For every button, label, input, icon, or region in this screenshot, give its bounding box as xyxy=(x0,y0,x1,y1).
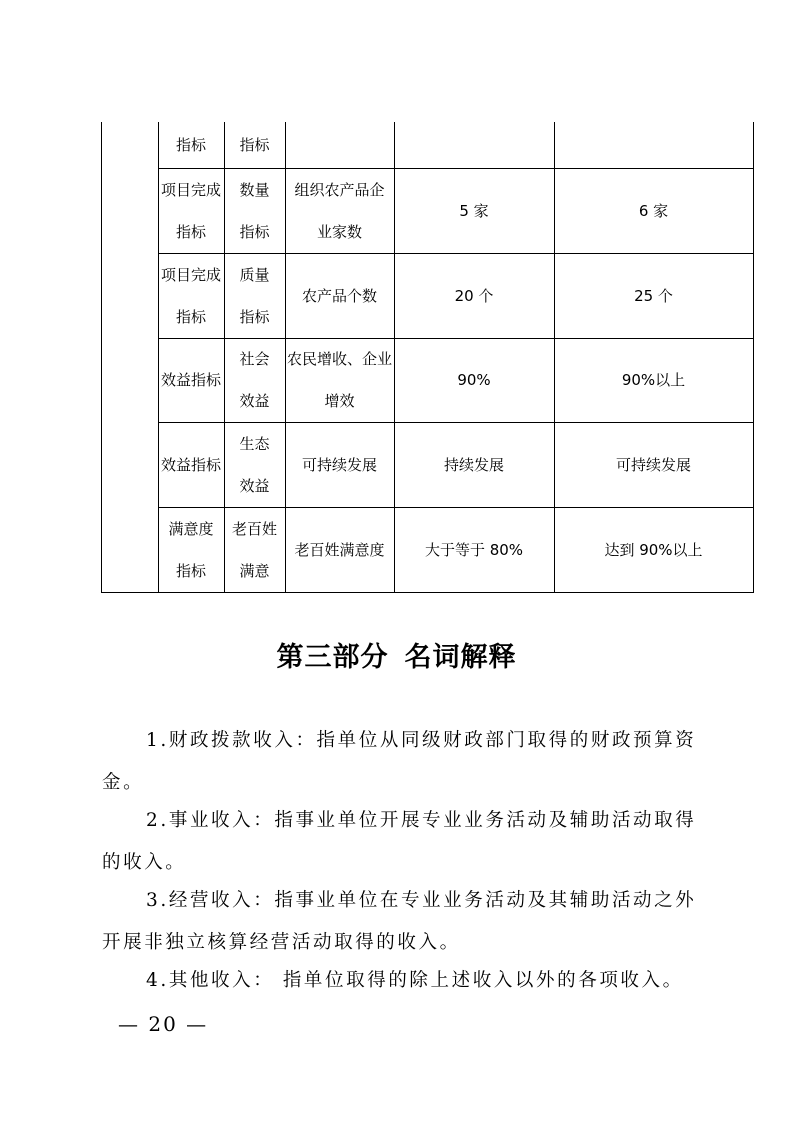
cell-text: 效益指标 xyxy=(160,455,221,474)
cell-text: 满意度 xyxy=(168,519,214,538)
table-cell-target xyxy=(394,168,554,253)
definition-text: 3.经营收入：指事业单位在专业业务活动及其辅助活动之外 xyxy=(146,890,697,911)
table-cell-level1 xyxy=(158,422,224,507)
cell-text: 90% xyxy=(457,371,491,389)
cell-text: 25 个 xyxy=(634,286,673,305)
definition-item xyxy=(102,800,697,884)
cell-text: 业家数 xyxy=(316,222,362,241)
table-cell-target xyxy=(394,507,554,592)
table-cell-indicator xyxy=(285,122,394,168)
section-title-part: 第三部分 xyxy=(276,642,389,673)
table-border-right xyxy=(753,122,754,592)
table-cell-target xyxy=(394,338,554,422)
table-cell-indicator xyxy=(285,507,394,592)
cell-text: 大于等于 80% xyxy=(424,540,524,559)
table-cell-target xyxy=(394,422,554,507)
cell-text: 指标 xyxy=(175,307,206,326)
definition-text: 1.财政拨款收入：指单位从同级财政部门取得的财政预算资 xyxy=(146,730,697,751)
cell-text: 生态 xyxy=(239,434,270,453)
cell-text: 老百姓满意度 xyxy=(294,540,385,559)
cell-text: 20 个 xyxy=(454,286,494,305)
table-cell-actual xyxy=(554,338,753,422)
table-cell-level2 xyxy=(224,168,285,253)
cell-text: 农民增收、企业 xyxy=(286,350,392,368)
cell-text: 农产品个数 xyxy=(301,286,377,305)
cell-text: 效益 xyxy=(239,476,270,495)
cell-text: 达到 90%以上 xyxy=(604,540,703,559)
table-cell-level2 xyxy=(224,507,285,592)
definition-text: 2.事业收入：指事业单位开展专业业务活动及辅助活动取得 xyxy=(146,810,697,831)
cell-text: 5 家 xyxy=(459,201,489,220)
definition-text: 开展非独立核算经营活动取得的收入。 xyxy=(102,932,461,953)
section-title-name: 名词解释 xyxy=(404,642,517,673)
definition-item xyxy=(102,720,697,804)
cell-text: 增效 xyxy=(324,392,355,410)
table-cell-level2 xyxy=(224,122,285,168)
table-cell-actual xyxy=(554,507,753,592)
cell-text: 组织农产品企 xyxy=(294,180,385,199)
table-border-bottom xyxy=(101,592,754,593)
table-cell-indicator xyxy=(285,422,394,507)
cell-text: 指标 xyxy=(175,561,206,580)
definition-text: 4.其他收入： 指单位取得的除上述收入以外的各项收入。 xyxy=(146,970,684,991)
table-cell-actual xyxy=(554,168,753,253)
table-cell-level1 xyxy=(158,168,224,253)
table-cell-actual xyxy=(554,422,753,507)
cell-text: 项目完成 xyxy=(160,180,221,199)
table-cell-target xyxy=(394,122,554,168)
definition-text: 的收入。 xyxy=(102,852,187,873)
table-cell-level1 xyxy=(158,122,224,168)
table-cell-level1 xyxy=(158,507,224,592)
cell-text: 质量 xyxy=(239,265,270,284)
table-cell-indicator xyxy=(285,253,394,338)
table-cell-level1 xyxy=(158,338,224,422)
table-cell-indicator xyxy=(285,168,394,253)
table-cell-target xyxy=(394,253,554,338)
cell-text: 可持续发展 xyxy=(615,455,691,474)
definition-item xyxy=(102,960,692,1002)
cell-text: 效益 xyxy=(239,392,270,410)
table-cell-level2 xyxy=(224,422,285,507)
cell-text: 6 家 xyxy=(638,201,669,220)
table-border-left xyxy=(101,122,102,592)
table-cell-actual xyxy=(554,122,753,168)
table-cell-level2 xyxy=(224,338,285,422)
cell-text: 指标 xyxy=(239,136,270,154)
cell-text: 老百姓 xyxy=(231,519,277,538)
definition-text: 金。 xyxy=(102,772,145,793)
cell-text: 效益指标 xyxy=(160,371,221,389)
cell-text: 指标 xyxy=(239,307,270,326)
cell-text: 满意 xyxy=(239,561,270,580)
definition-item xyxy=(102,880,697,964)
cell-text: 社会 xyxy=(239,350,270,368)
cell-text: 可持续发展 xyxy=(301,455,377,474)
cell-text: 指标 xyxy=(175,136,206,154)
page-number: — 20 — xyxy=(118,1012,209,1036)
cell-text: 指标 xyxy=(239,222,270,241)
table-cell-level2 xyxy=(224,253,285,338)
cell-text: 指标 xyxy=(175,222,206,241)
cell-text: 持续发展 xyxy=(443,455,504,474)
cell-text: 90%以上 xyxy=(621,371,686,389)
table-cell-actual xyxy=(554,253,753,338)
table-cell-level1 xyxy=(158,253,224,338)
section-title xyxy=(0,635,793,674)
cell-text: 项目完成 xyxy=(160,265,221,284)
table-cell-indicator xyxy=(285,338,394,422)
cell-text: 数量 xyxy=(239,180,270,199)
